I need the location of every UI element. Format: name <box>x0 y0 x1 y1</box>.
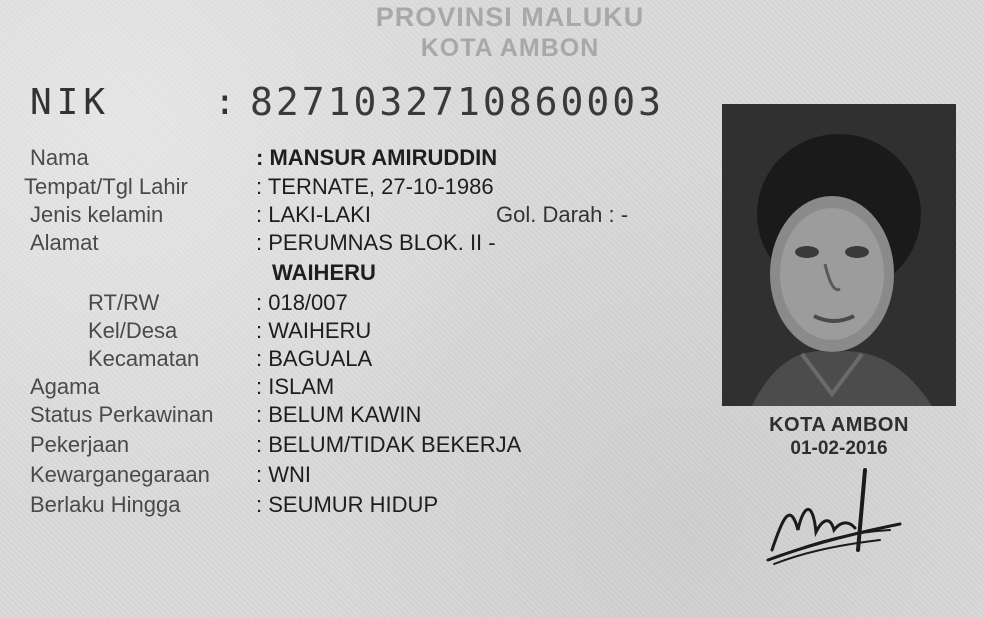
blood-type-value: : - <box>608 202 629 227</box>
field-value: : 018/007 <box>256 290 348 315</box>
field-label: Kel/Desa <box>88 318 178 343</box>
field-label: RT/RW <box>88 290 160 315</box>
field-label: Kewarganegaraan <box>30 462 210 487</box>
field-label: Tempat/Tgl Lahir <box>24 174 188 199</box>
field-value: WAIHERU <box>272 260 376 285</box>
province-header: PROVINSI MALUKU <box>375 2 645 32</box>
issue-date: 01-02-2016 <box>790 438 888 459</box>
field-value: : BELUM KAWIN <box>256 402 422 427</box>
field-label: Nama <box>30 145 89 170</box>
blood-type-label: Gol. Darah <box>496 202 603 227</box>
city-header: KOTA AMBON <box>420 34 600 62</box>
field-value: : PERUMNAS BLOK. II - <box>256 230 496 255</box>
signature-image <box>760 460 910 580</box>
field-label: Alamat <box>30 230 99 255</box>
portrait-image <box>722 104 956 406</box>
nik-colon: : <box>214 82 236 123</box>
field-value: : LAKI-LAKI <box>256 202 371 227</box>
nik-label: NIK <box>30 82 111 123</box>
field-value: : BAGUALA <box>256 346 373 371</box>
issue-place: KOTA AMBON <box>769 414 909 436</box>
field-label: Kecamatan <box>88 346 200 371</box>
nik-value: 8271032710860003 <box>250 80 665 124</box>
field-label: Jenis kelamin <box>30 202 164 227</box>
field-value: : ISLAM <box>256 374 335 399</box>
field-label: Pekerjaan <box>30 432 130 457</box>
field-value: : WAIHERU <box>256 318 372 343</box>
field-label: Agama <box>30 374 100 399</box>
field-value: : BELUM/TIDAK BEKERJA <box>256 432 522 457</box>
field-label: Berlaku Hingga <box>30 492 181 517</box>
field-value: : MANSUR AMIRUDDIN <box>256 145 498 170</box>
field-value: : TERNATE, 27-10-1986 <box>256 174 494 199</box>
field-label: Status Perkawinan <box>30 402 214 427</box>
holder-photo <box>722 104 956 406</box>
field-value: : SEUMUR HIDUP <box>256 492 439 517</box>
field-value: : WNI <box>256 462 311 487</box>
blood-type <box>496 202 628 228</box>
